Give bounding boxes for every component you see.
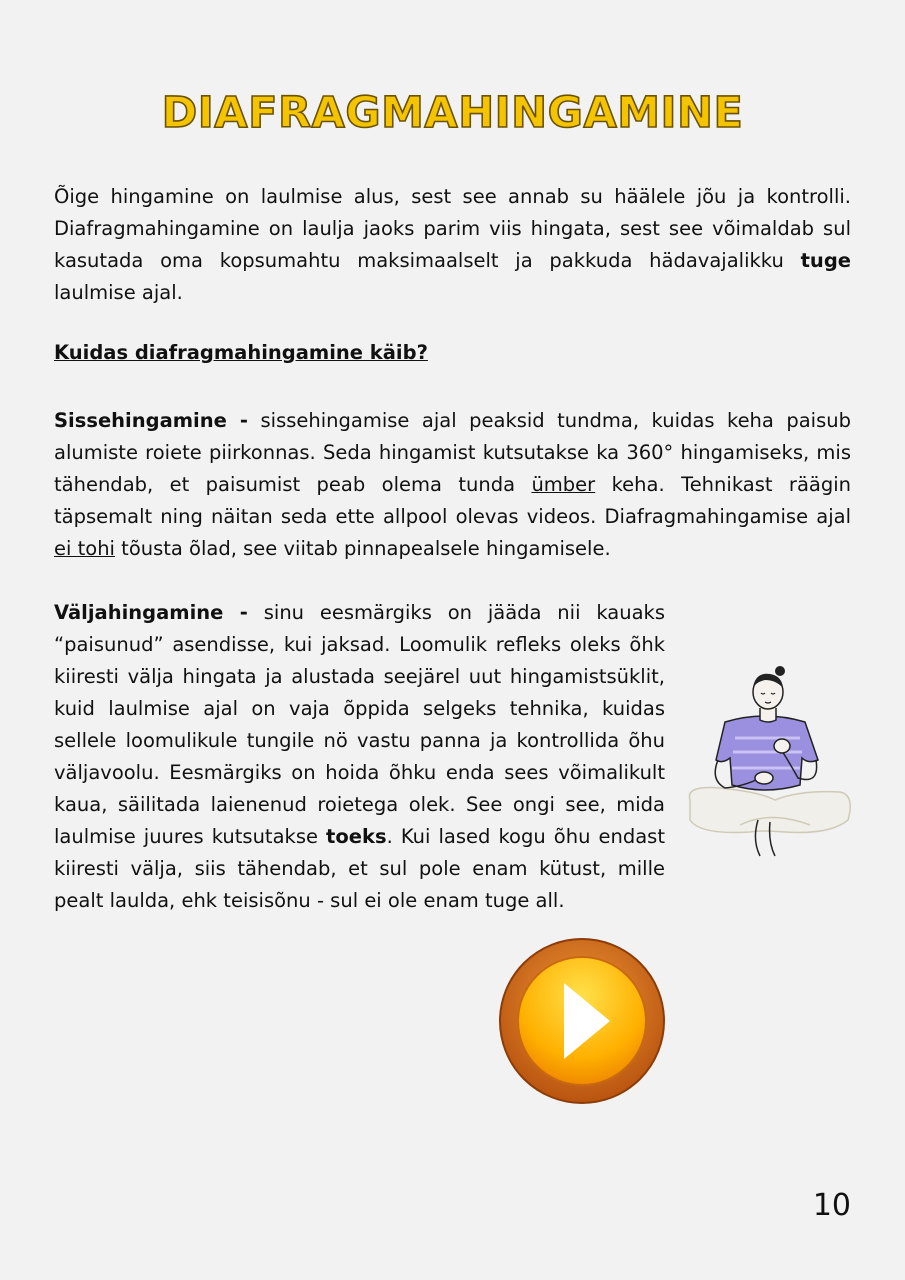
intro-text-1: Õige hingamine on laulmise alus, sest see annab su häälele jõu ja kontrolli. Diafragmahingamine on laulja jaoks parim viis hingata, sest see võimaldab sul kasutada oma kopsumahtu maksimaalselt ja pakkuda hädavajalikku [54,185,851,272]
play-video-button[interactable] [498,937,666,1105]
page-number: 10 [812,1188,851,1223]
exhale-label: Väljahingamine - [54,601,248,624]
breathing-person-illustration [680,660,855,865]
page-title: DIAFRAGMAHINGAMINE [161,88,744,138]
inhale-underline-ei-tohi: ei tohi [54,537,115,560]
inhale-text-3: tõusta õlad, see viitab pinnapealsele hingamisele. [114,537,611,560]
exhale-text-2: . Kui lased kogu õhu endast kiiresti välja, siis tähendab, et sul pole enam kütust, mille pealt laulda, ehk teisisõnu - sul ei ole enam tuge all. [54,825,665,912]
inhale-text-2: keha. Tehnikast räägin täpsemalt ning näitan seda ette allpool olevas videos. Diafragmahingamise ajal [54,473,851,528]
exhale-bold-toeks: toeks [326,825,387,848]
intro-bold-tuge: tuge [800,249,851,272]
inhale-paragraph [54,405,851,565]
inhale-text-1: sissehingamise ajal peaksid tundma, kuidas keha paisub alumiste roiete piirkonnas. Seda hingamist kutsutakse ka 360° hingamiseks, mis tähendab, et paisumist peab olema tunda [54,409,851,496]
intro-text-2: laulmise ajal. [54,281,183,304]
exhale-text-1: sinu eesmärgiks on jääda nii kauaks “paisunud” asendisse, kui jaksad. Loomulik refleks oleks õhk kiiresti välja hingata ja alustada seejärel uut hingamistsüklit, kuid laulmise ajal on vaja õppida selgeks tehnika, kuidas sellele loomulikule tungile nö vastu panna ja kontrollida õhu väljavoolu. Eesmärgiks on hoida õhku enda sees võimalikult kaua, säilitada laienenud roietega olek. See ongi see, mida laulmise juures kutsutakse [54,601,665,848]
how-heading: Kuidas diafragmahingamine käib? [54,341,428,364]
exhale-paragraph [54,597,665,917]
intro-paragraph [54,181,851,309]
inhale-underline-umber: ümber [531,473,596,496]
inhale-label: Sissehingamine - [54,409,249,432]
